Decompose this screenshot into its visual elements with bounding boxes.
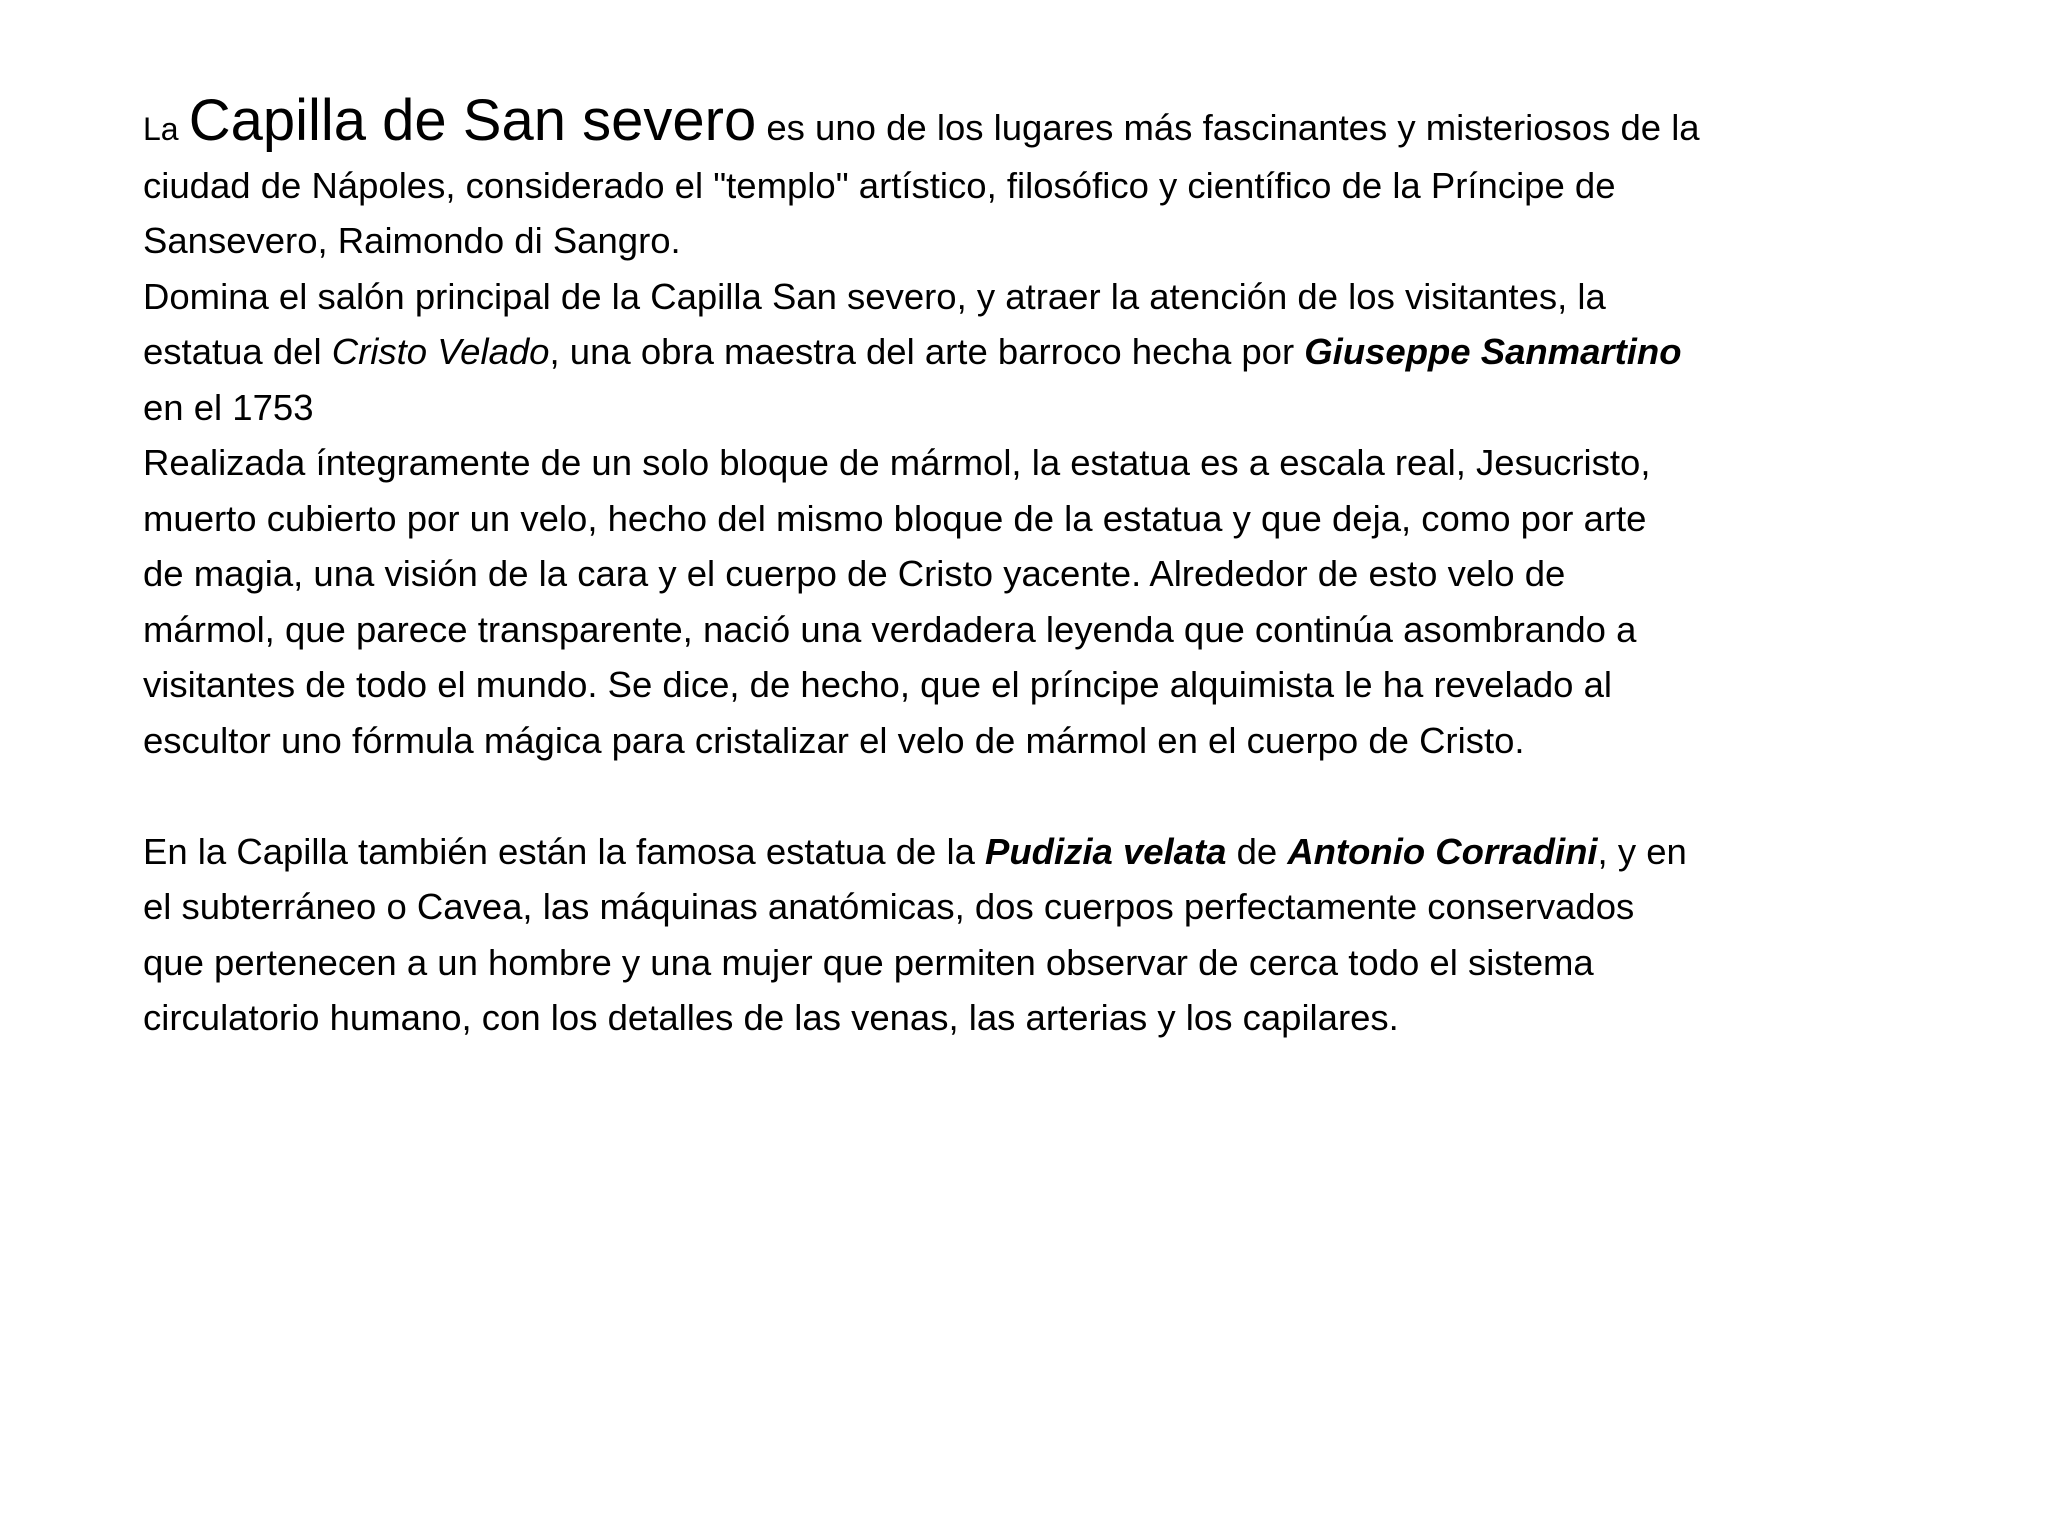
intro-line-1-rest: es uno de los lugares más fascinantes y misteriosos de la: [756, 107, 1700, 148]
marble-line-3: de magia, una visión de la cara y el cuerpo de Cristo yacente. Alrededor de esto velo de: [143, 553, 1566, 594]
cristo-line-2: [143, 324, 1923, 380]
cristo-line-3: en el 1753: [143, 386, 314, 428]
artist-corradini: Antonio Corradini: [1287, 830, 1598, 872]
paragraph-cristo-velado: [143, 269, 1923, 436]
cristo-line-2-pre: estatua del: [143, 331, 332, 372]
cristo-velado-title: Cristo Velado: [331, 331, 550, 372]
intro-line-3: Sansevero, Raimondo di Sangro.: [143, 220, 681, 261]
article-la: La: [143, 111, 179, 147]
marble-line-5: visitantes de todo el mundo. Se dice, de hecho, que el príncipe alquimista le ha revelado al: [143, 664, 1613, 705]
marble-line-4: mármol, que parece transparente, nació una verdadera leyenda que continúa asombrando a: [143, 608, 1637, 650]
cristo-line-1: Domina el salón principal de la Capilla San severo, y atraer la atención de los visitantes, la: [143, 275, 1606, 317]
works-line-1-post: , y en: [1597, 830, 1687, 872]
chapel-title: Capilla de San severo: [188, 88, 757, 153]
works-line-3: que pertenecen a un hombre y una mujer que permiten observar de cerca todo el sistema: [143, 941, 1594, 983]
pudizia-velata-title: Pudizia velata: [985, 830, 1227, 872]
works-line-1-pre: En la Capilla también están la famosa estatua de la: [143, 830, 986, 872]
works-line-1-mid: de: [1226, 830, 1288, 872]
marble-line-6: escultor uno fórmula mágica para cristalizar el velo de mármol en el cuerpo de Cristo.: [143, 719, 1525, 761]
cristo-line-2-mid: , una obra maestra del arte barroco hecha por: [549, 331, 1305, 372]
paragraph-intro: [143, 88, 1923, 269]
artist-sanmartino: Giuseppe Sanmartino: [1304, 331, 1682, 372]
works-line-2: el subterráneo o Cavea, las máquinas anatómicas, dos cuerpos perfectamente conservados: [143, 886, 1635, 927]
text-body: [143, 88, 1923, 1046]
intro-line-1: [143, 88, 1923, 158]
marble-line-1: Realizada íntegramente de un solo bloque de mármol, la estatua es a escala real, Jesucristo,: [143, 442, 1651, 483]
paragraph-other-works: [143, 824, 1923, 1046]
works-line-4: circulatorio humano, con los detalles de las venas, las arterias y los capilares.: [143, 997, 1399, 1038]
paragraph-spacer: [143, 768, 1923, 824]
intro-line-2: ciudad de Nápoles, considerado el "templo" artístico, filosófico y científico de la Príncipe de: [143, 164, 1616, 206]
paragraph-marble: [143, 435, 1923, 768]
marble-line-2: muerto cubierto por un velo, hecho del mismo bloque de la estatua y que deja, como por arte: [143, 497, 1647, 539]
works-line-1: [143, 824, 1923, 880]
